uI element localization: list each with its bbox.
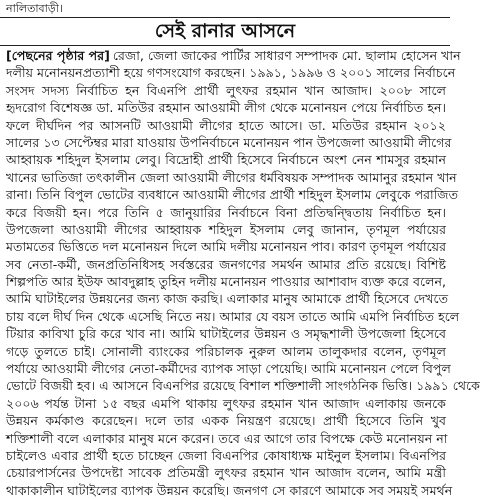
- article-line: শক্তিশালী বলে এলাকার মানুষ মনে করেন। তবে এর আগে তার বিপক্ষে কেউ মনোনয়ন না: [6, 430, 448, 446]
- article-line: আমি ঘাটাইলের উন্নয়নের জন্য কাজ করছি। এলাকার মানুষ আমাকে প্রার্থী হিসেবে দেখতে: [6, 291, 449, 307]
- article-line: খানের ভাতিজা তৎকালীন জেলা আওয়ামী লীগের ধর্মবিষয়ক সম্পাদক আমানুর রহমান খান: [6, 169, 457, 185]
- article-line: ফলে দীর্ঘদিন পর আসনটি আওয়ামী লীগের হাতে আসে। ডা. মতিউর রহমান ২০১২: [6, 117, 446, 133]
- article-line: আহ্বায়ক শহিদুল ইসলাম লেবু। বিদ্রোহী প্রার্থী হিসেবে নির্বাচনে অংশ নেন শামসুর রহমান: [6, 152, 446, 168]
- article-line: ২০০৬ পর্যন্ত টানা ১৫ বছর এমপি থাকায় লুৎফর রহমান খান আজাদ এলাকায় জনকে: [6, 395, 446, 411]
- article-line: মতামতের ভিত্তিতে দল মনোনয়ন দিলে আমি দলীয় মনোনয়ন পাব। কারণ তৃণমূল পর্যায়ের: [6, 239, 447, 255]
- article-body: [6, 47, 480, 499]
- article-line: গড়ে তুলতে চাই। সোনালী ব্যাংকের পরিচালক নুরুল আলম তালুকদার বলেন, তৃণমূল: [6, 343, 446, 359]
- article-line: সংসদ সদস্য নির্বাচিত হন বিএনপি প্রার্থী লুৎফর রহমান খান আজাদ। ২০০৮ সালে: [6, 82, 446, 98]
- article-line: চায় বলে দীর্ঘ দিন থেকে এসেছি নিতে নয়। আমার যে বয়স তাতে আমি এমপি নির্বাচিত হলে: [6, 308, 460, 324]
- article-line: সব নেতা-কর্মী, জনপ্রতিনিধিসহ সর্বস্তরের জনগণের সমর্থন আমার প্রতি রয়েছে। বিশিষ্ট: [6, 256, 446, 272]
- article-line: [6, 47, 461, 64]
- article-line-text: রেজা, জেলা জাকের পার্টির সাধারণ সম্পাদক মো. ছালাম হোসেন খান: [112, 48, 461, 63]
- article-line: উন্নয়ন কর্মকাণ্ড করেছেন। দলে তার একক নিয়ন্ত্রণ রয়েছে। প্রার্থী হিসেবে তিনি খুব: [6, 413, 446, 429]
- article-line: ভোটে বিজয়ী হব। এ আসনে বিএনপির রয়েছে বিশাল শক্তিশালী সাংগঠনিক ভিত্তি। ১৯৯১ থেকে: [6, 378, 480, 394]
- article-line: থাকাকালীন ঘাটাইলের ব্যাপক উন্নয়ন করেছি। জনগণ সে কারণে আমাকে সব সময়ই সমর্থন: [6, 482, 453, 498]
- headline-top-rule: [0, 17, 450, 18]
- article-line: চেয়ারপার্সনের উপদেষ্টা সাবেক প্রতিমন্ত্রী লুৎফর রহমান খান আজাদ বলেন, আমি মন্ত্রী: [6, 465, 446, 481]
- article-line: করে বিজয়ী হন। পরে তিনি ৫ জানুয়ারির নির্বাচনে বিনা প্রতিদ্বন্দ্বিতায় নির্বাচিত হন।: [6, 204, 446, 220]
- article-line: টিয়ার কাবিখা চুরি করে খাব না। আমি ঘাটাইলের উন্নয়ন ও সমৃদ্ধশালী উপজেলা হিসেবে: [6, 326, 446, 342]
- headline: সেই রানার আসনে: [154, 20, 296, 42]
- article-line: রানা। তিনি বিপুল ভোটের ব্যবধানে আওয়ামী লীগের প্রার্থী শহিদুল ইসলাম লেবুকে পরাজিত: [6, 187, 459, 203]
- previous-article-fragment: নালিতাবাড়ী।: [6, 2, 63, 15]
- article-line: উপজেলা আওয়ামী লীগের আহ্বায়ক শহিদুল ইসলাম লেবু জানান, তৃণমূল পর্যায়ের: [6, 221, 446, 237]
- article-line: চাইলেও এবার প্রার্থী হতে চাচ্ছেন জেলা বিএনপির কোষাধ্যক্ষ মাইনুল ইসলাম। বিএনপির: [6, 447, 446, 463]
- article-line: পর্যায়ে আওয়ামী লীগের নেতা-কর্মীদের ব্যাপক সাড়া পেয়েছি। আমি মনোনয়ন পেলে বিপুল: [6, 361, 451, 377]
- article-line: দলীয় মনোনয়নপ্রত্যাশী হয়ে গণসংযোগ করছেন। ১৯৯১, ১৯৯৬ ও ২০০১ সালের নির্বাচনে: [6, 65, 456, 81]
- continuation-marker: [পেছনের পৃষ্ঠার পর]: [6, 48, 110, 63]
- headline-bottom-rule: [0, 45, 450, 46]
- article-line: শিল্পপতি আর ইউফ আবদুল্লাহ তুহিন দলীয় মনোনয়ন পাওয়ার আশাবাদ ব্যক্ত করে বলেন,: [6, 274, 446, 290]
- article-line: হৃদরোগ বিশেষজ্ঞ ডা. মতিউর রহমান আওয়ামী লীগ থেকে মনোনয়ন পেয়ে নির্বাচিত হন।: [6, 100, 446, 116]
- article-line: সালের ১৩ সেপ্টেম্বর মারা যাওয়ায় উপনির্বাচনে মনোনয়ন পান উপজেলা আওয়ামী লীগের: [6, 134, 452, 150]
